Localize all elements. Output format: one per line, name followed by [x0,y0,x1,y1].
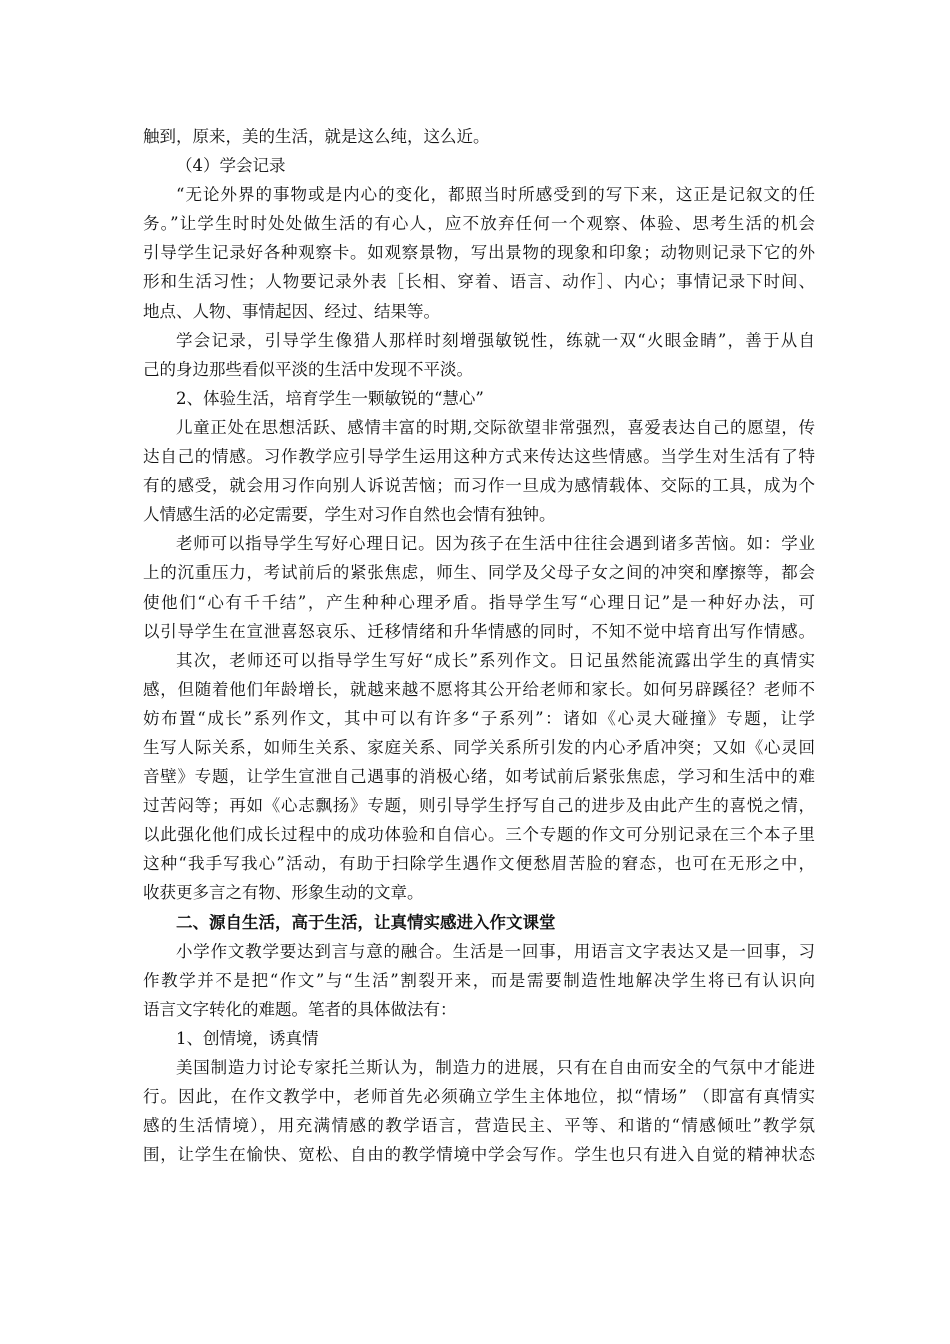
text-line: 地点、人物、事情起因、经过、结果等。 [143,301,440,321]
text-line: 2、体验生活，培育学生一颗敏锐的“慧心” [176,388,484,408]
text-line: 音壁》专题，让学生宣泄自己遇事的消极心绪，如考试前后紧张焦虑，学习和生活中的难 [143,767,815,787]
text-line: 过苦闷等；再如《心志飘扬》专题，则引导学生抒写自己的进步及由此产生的喜悦之情， [143,796,815,816]
text-line: 以此强化他们成长过程中的成功体验和自信心。三个专题的作文可分别记录在三个本子里 [143,825,815,845]
text-line: 形和生活习性；人物要记录外表［长相、穿着、语言、动作］、内心；事情记录下时间、 [143,272,815,292]
text-line: 儿童正处在思想活跃、感情丰富的时期,交际欲望非常强烈，喜爱表达自己的愿望，传 [176,417,815,437]
text-line: 行。因此，在作文教学中，老师首先必须确立学生主体地位，拟“情场” （即富有真情实 [143,1087,815,1107]
text-line: 触到，原来，美的生活，就是这么纯，这么近。 [143,127,490,146]
text-line: 老师可以指导学生写好心理日记。因为孩子在生活中往往会遇到诸多苦恼。如：学业 [176,534,815,554]
text-line: 学会记录，引导学生像猎人那样时刻增强敏锐性，练就一双“火眼金睛”，善于从自 [176,330,815,350]
text-line: 感，但随着他们年龄增长，就越来越不愿将其公开给老师和家长。如何另辟蹊径？老师不 [143,679,815,699]
text-line: （4）学会记录 [176,156,286,176]
text-line: 达自己的情感。习作教学应引导学生运用这种方式来传达这些情感。当学生对生活有了特 [143,447,815,467]
document-body [143,122,815,1169]
section-heading: 二、源自生活，高于生活，让真情实感进入作文课堂 [176,912,556,932]
text-line: 有的感受，就会用习作向别人诉说苦恼；而习作一旦成为感情载体、交际的工具，成为个 [143,476,815,496]
text-line: 其次，老师还可以指导学生写好“成长”系列作文。日记虽然能流露出学生的真情实 [176,650,815,670]
text-line: 围，让学生在愉快、宽松、自由的教学情境中学会写作。学生也只有进入自觉的精神状态 [143,1145,815,1165]
text-line: 收获更多言之有物、形象生动的文章。 [143,883,424,903]
text-line: 这种“我手写我心”活动，有助于扫除学生遇作文便愁眉苦脸的窘态，也可在无形之中， [143,854,815,874]
text-line: 以引导学生在宣泄喜怒哀乐、迁移情绪和升华情感的同时，不知不觉中培育出写作情感。 [143,621,815,641]
text-line: 感的生活情境），用充满情感的教学语言，营造民主、平等、和谐的“情感倾吐”教学氛 [143,1116,815,1136]
text-line: “无论外界的事物或是内心的变化，都照当时所感受到的写下来，这正是记叙文的任 [176,185,815,205]
text-line: 妨布置“成长”系列作文，其中可以有许多“子系列”：诸如《心灵大碰撞》专题，让学 [143,708,815,728]
text-line: 语言文字转化的难题。笔者的具体做法有： [143,999,457,1019]
text-line: 作教学并不是把“作文”与“生活”割裂开来，而是需要制造性地解决学生将已有认识向 [143,970,815,990]
text-line: 使他们“心有千千结”，产生种种心理矛盾。指导学生写“心理日记”是一种好办法，可 [143,592,815,612]
text-line: 生写人际关系，如师生关系、家庭关系、同学关系所引发的内心矛盾冲突；又如《心灵回 [143,737,815,757]
text-line: 小学作文教学要达到言与意的融合。生活是一回事，用语言文字表达又是一回事，习 [176,941,815,961]
text-line: 美国制造力讨论专家托兰斯认为，制造力的进展，只有在自由而安全的气氛中才能进 [176,1058,815,1077]
text-line: 务。”让学生时时处处做生活的有心人，应不放弃任何一个观察、体验、思考生活的机会 [143,214,815,234]
text-line: 引导学生记录好各种观察卡。如观察景物，写出景物的现象和印象；动物则记录下它的外 [143,243,815,263]
text-line: 己的身边那些看似平淡的生活中发现不平淡。 [143,359,473,379]
text-line: 1、创情境，诱真情 [176,1028,319,1048]
text-line: 上的沉重压力，考试前后的紧张焦虑，师生、同学及父母子女之间的冲突和摩擦等，都会 [143,563,815,583]
text-line: 人情感生活的必定需要，学生对习作自然也会情有独钟。 [143,505,556,525]
